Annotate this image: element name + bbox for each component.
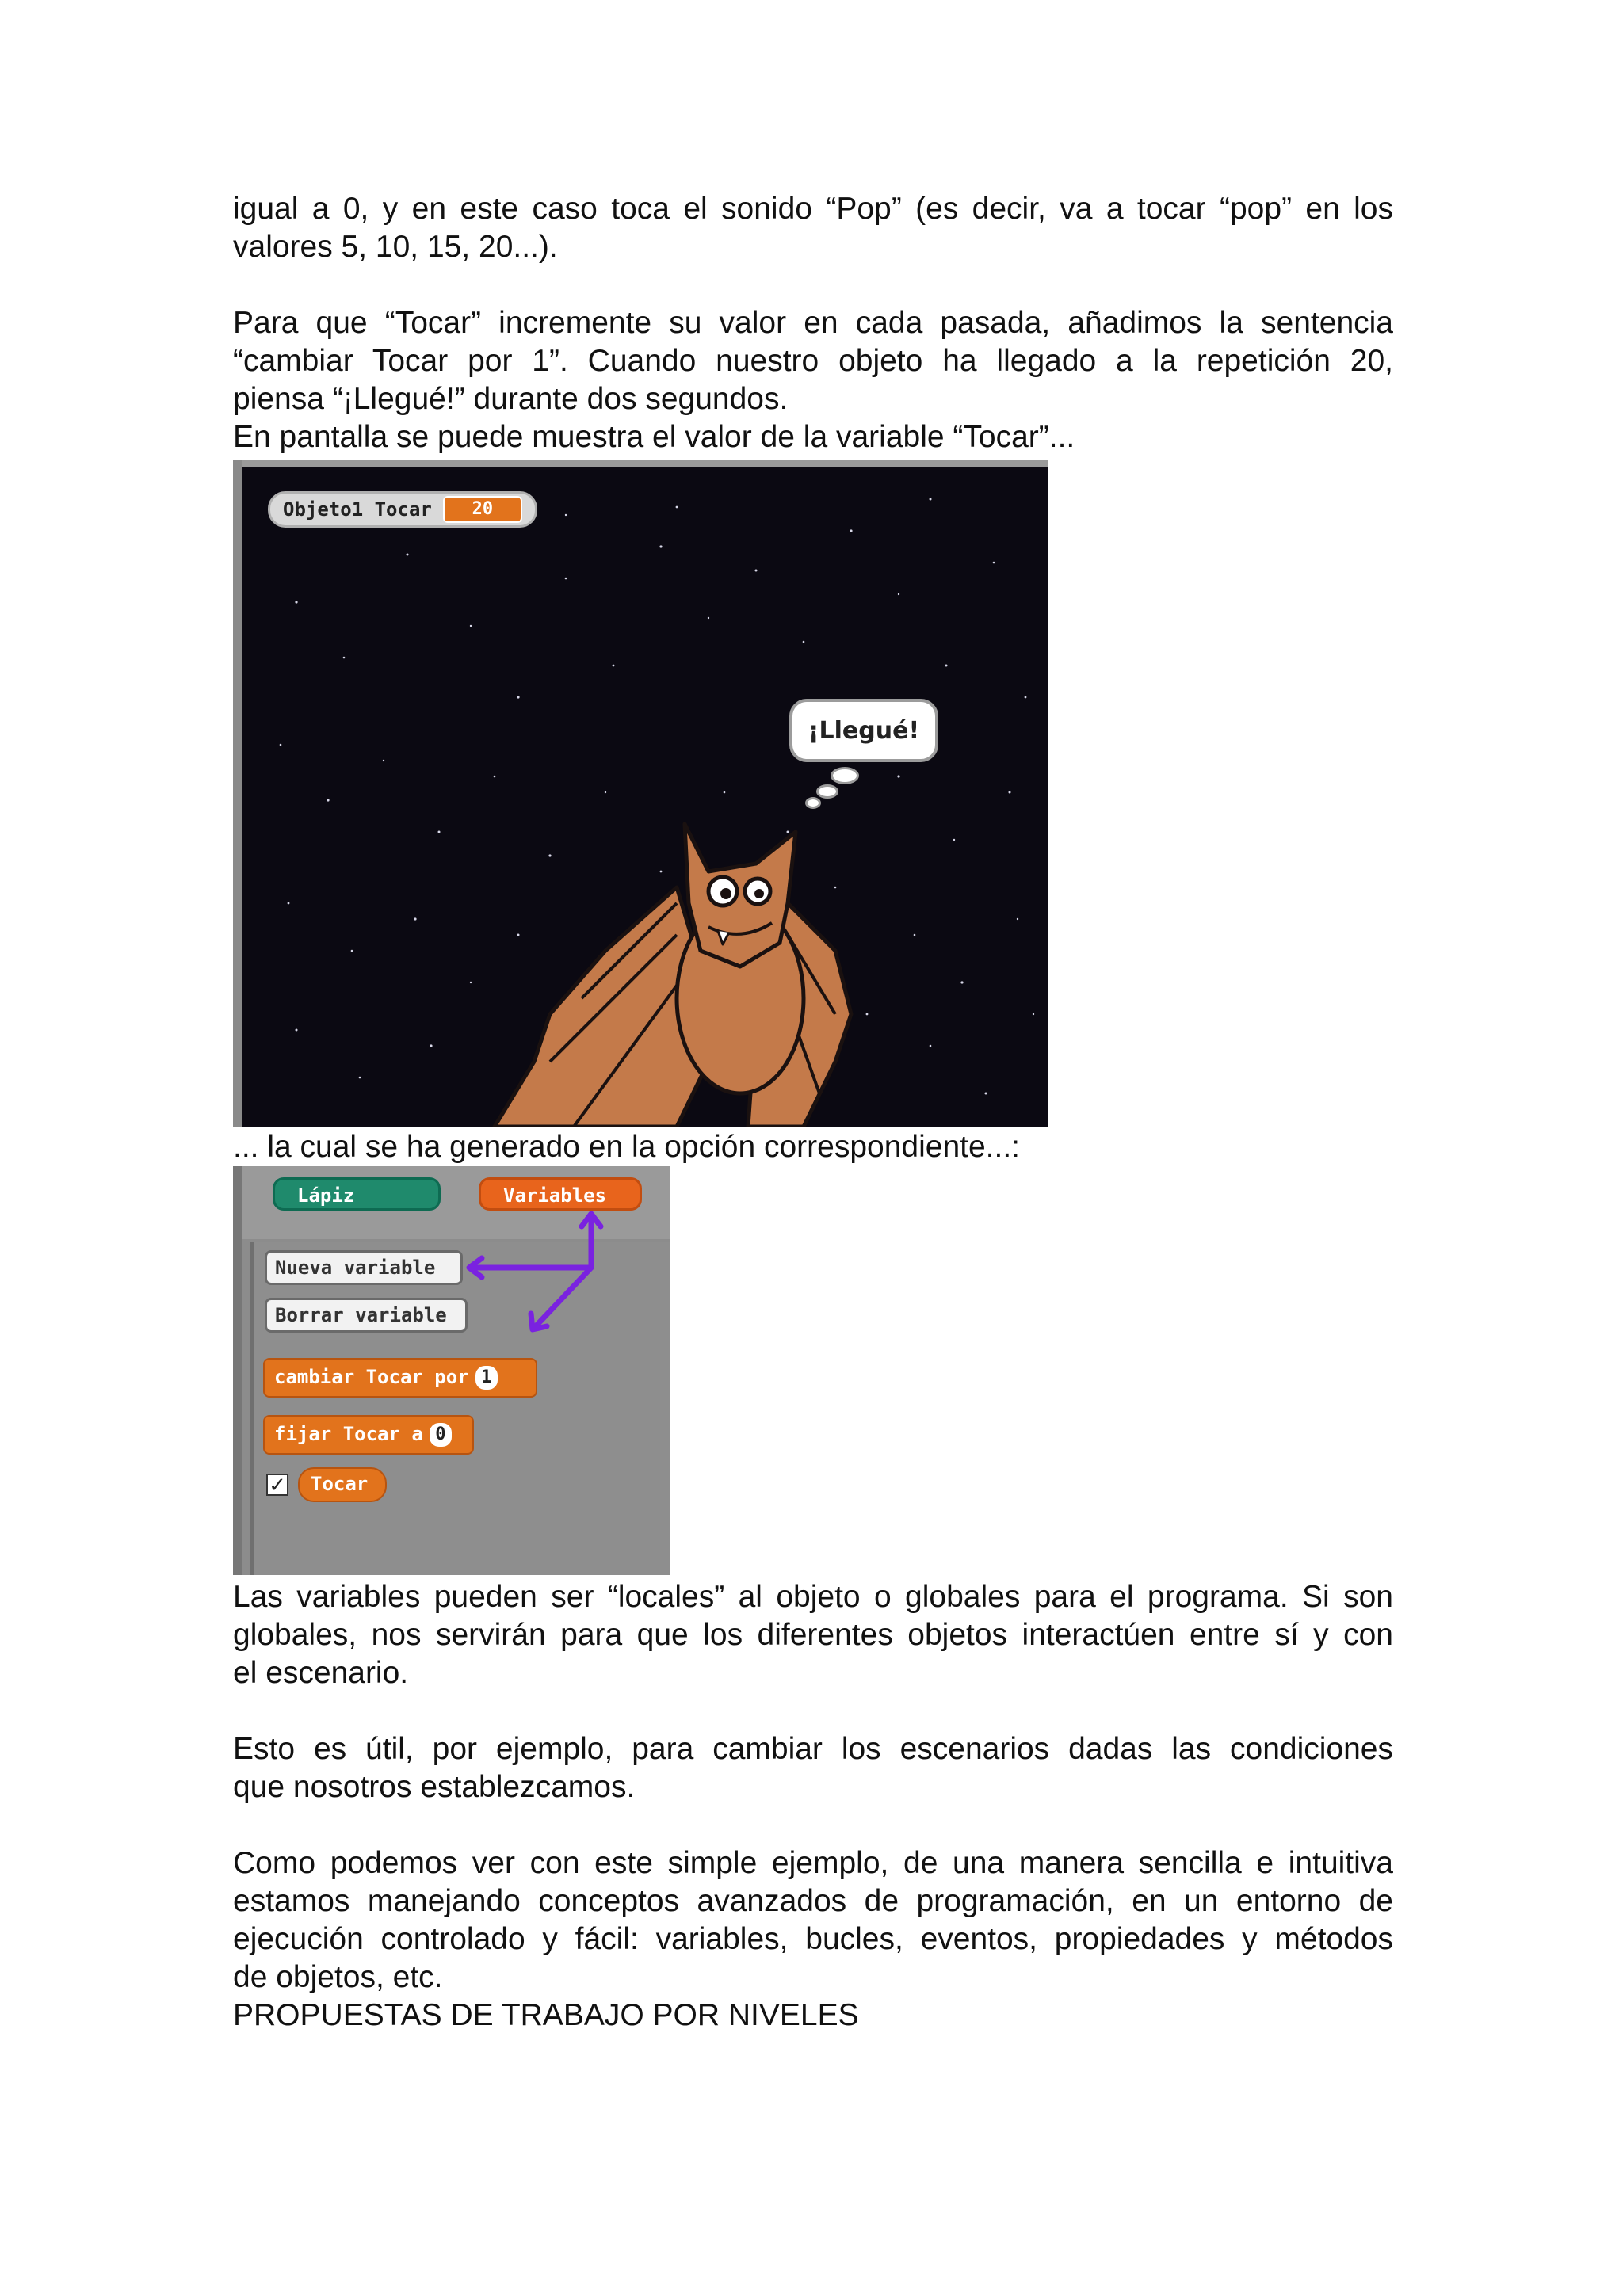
- text-line: Como podemos ver con este simple ejemplo, de una manera sencilla e intuitiva: [233, 1846, 1393, 1880]
- text-line: ... la cual se ha generado en la opción correspondiente...:: [233, 1130, 1020, 1164]
- new-variable-button[interactable]: Nueva variable: [265, 1250, 463, 1285]
- text-line: valores 5, 10, 15, 20...).: [233, 230, 558, 264]
- tab-pen[interactable]: Lápiz: [273, 1177, 441, 1211]
- paragraph-screen-value: [233, 418, 1393, 456]
- section-heading: [233, 1997, 1393, 2035]
- paragraph-useful: [233, 1730, 1393, 1806]
- heading-text: PROPUESTAS DE TRABAJO POR NIVELES: [233, 1998, 859, 2032]
- variable-reporter-block[interactable]: Tocar: [298, 1467, 387, 1502]
- stage-screenshot: [233, 460, 1048, 1127]
- block-label: cambiar Tocar por: [274, 1366, 469, 1388]
- text-line: que nosotros establezcamos.: [233, 1770, 636, 1804]
- text-line: piensa “¡Llegué!” durante dos segundos.: [233, 382, 789, 416]
- monitor-value: 20: [443, 496, 522, 523]
- paragraph-conclusion: [233, 1844, 1393, 1997]
- show-variable-checkbox[interactable]: ✓: [266, 1474, 288, 1496]
- text-line: globales, nos servirán para que los diferentes objetos interactúen entre sí y con: [233, 1618, 1393, 1652]
- text-line: En pantalla se puede muestra el valor de la variable “Tocar”...: [233, 420, 1075, 454]
- block-input[interactable]: 0: [430, 1423, 452, 1447]
- text-line: el escenario.: [233, 1656, 409, 1690]
- monitor-label: Objeto1 Tocar: [283, 498, 432, 521]
- text-line: Para que “Tocar” incremente su valor en cada pasada, añadimos la sentencia: [233, 306, 1393, 340]
- text-line: estamos manejando conceptos avanzados de programación, en un entorno de: [233, 1884, 1393, 1918]
- text-line: igual a 0, y en este caso toca el sonido “Pop” (es decir, va a tocar “pop” en los: [233, 192, 1393, 226]
- delete-variable-button[interactable]: Borrar variable: [265, 1298, 468, 1333]
- paragraph-pop-sound: [233, 190, 1393, 266]
- paragraph-generated: [233, 1128, 1393, 1166]
- tab-variables[interactable]: Variables: [479, 1177, 642, 1211]
- block-input[interactable]: 1: [475, 1366, 498, 1390]
- paragraph-increment: [233, 304, 1393, 418]
- text-line: ejecución controlado y fácil: variables, bucles, eventos, propiedades y métodos: [233, 1922, 1393, 1956]
- block-label: fijar Tocar a: [274, 1423, 423, 1445]
- text-line: Las variables pueden ser “locales” al objeto o globales para el programa. Si son: [233, 1580, 1393, 1614]
- variables-palette-screenshot: [233, 1166, 670, 1575]
- bat-sprite[interactable]: [233, 460, 1048, 1127]
- thought-bubble: ¡Llegué!: [789, 699, 938, 762]
- text-line: Esto es útil, por ejemplo, para cambiar los escenarios dadas las condiciones: [233, 1732, 1393, 1766]
- annotation-arrows: [233, 1166, 670, 1575]
- text-line: “cambiar Tocar por 1”. Cuando nuestro objeto ha llegado a la repetición 20,: [233, 344, 1393, 378]
- text-line: de objetos, etc.: [233, 1960, 443, 1994]
- paragraph-local-global: [233, 1578, 1393, 1692]
